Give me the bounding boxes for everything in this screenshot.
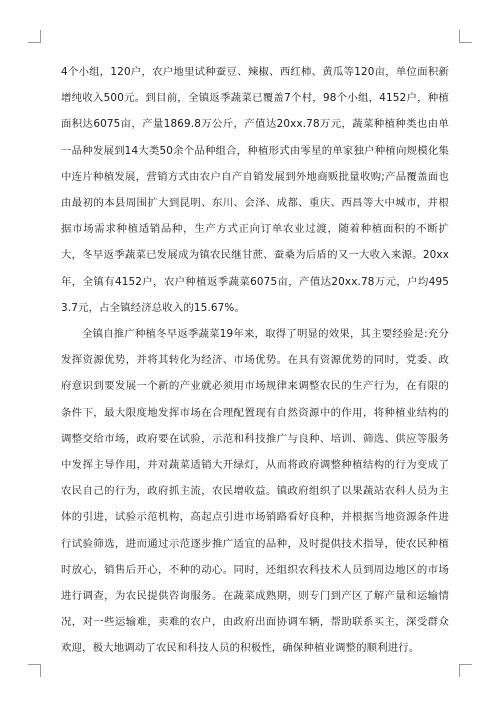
paragraph-main-experience: 全镇自推广种植冬早返季蔬菜19年来，取得了明显的效果，其主要经验是:充分发挥资源优势，并将其转化为经济、市场优势。在具有资源优势的同时，党委、政府意识到要发展一个新的产业就必须用市场规律来调整农民的生产行为，在有限的条件下，最大限度地发挥市场在合理配置现有自然资源中的作用，将种植业结构的调整交给市场，政府要在试验，示范和科技推广与良种、培训、筛选、供应等服务中发挥主导作用，并对蔬菜适销大开绿灯，从而将政府调整种植结构的行为变成了农民自己的行为，政府抓主流，农民增收益。镇政府组织了以果蔬站农科人员为主体的引进，试验示范机构，高起点引进市场销路看好良种，并根据当地资源条件进行试验筛选，进而通过示范逐步推广适宜的品种，及时提供技术指导，使农民种植时放心，销售后开心，不种的动心。同时，还组织农科技术人员到周边地区的市场进行调查，为农民提供咨询服务。在蔬菜成熟期，则专门到产区了解产量和运输情况，对一些运输难，卖难的农户，由政府出面协调车辆，帮助联系买主，深受群众欢迎，极大地调动了农民和科技人员的积极性，确保种植业调整的顺利进行。: [61, 328, 449, 655]
crop-mark-bottom-right: [459, 664, 472, 677]
document-body: [61, 59, 449, 662]
paragraph-vegetable-statistics: 4个小组，120户，农户地里试种蚕豆、辣椒、西红柿、黄瓜等120亩，单位面积新增纯收入500元。到目前，全镇返季蔬菜已覆盖7个村，98个小组，4152户，种植面积达6075亩，产量1869.8万公斤，产值达20xx.78万元，蔬菜种植种类也由单一品种发展到14大类50余个品种组合，种植形式由零星的单家独户种植向规模化集中连片种植发展，营销方式由农户自产自销发展到外地商贩批量收购;产品覆盖面也由最初的本县周围扩大到昆明、东川、会泽、成都、重庆、西昌等大中城市，并根据市场需求种植适销品种，生产方式正向订单农业过渡，随着种植面积的不断扩大，冬早返季蔬菜已发展成为镇农民继甘蔗、蚕桑为后盾的又一大收入来源。20xx年，全镇有4152户，农户种植返季蔬菜6075亩，产值达20xx.78万元，户均4953.7元，占全镇经济总收入的15.67%。: [61, 66, 449, 314]
crop-mark-top-right: [459, 30, 472, 43]
crop-mark-top-left: [28, 30, 41, 43]
crop-mark-bottom-left: [28, 664, 41, 677]
